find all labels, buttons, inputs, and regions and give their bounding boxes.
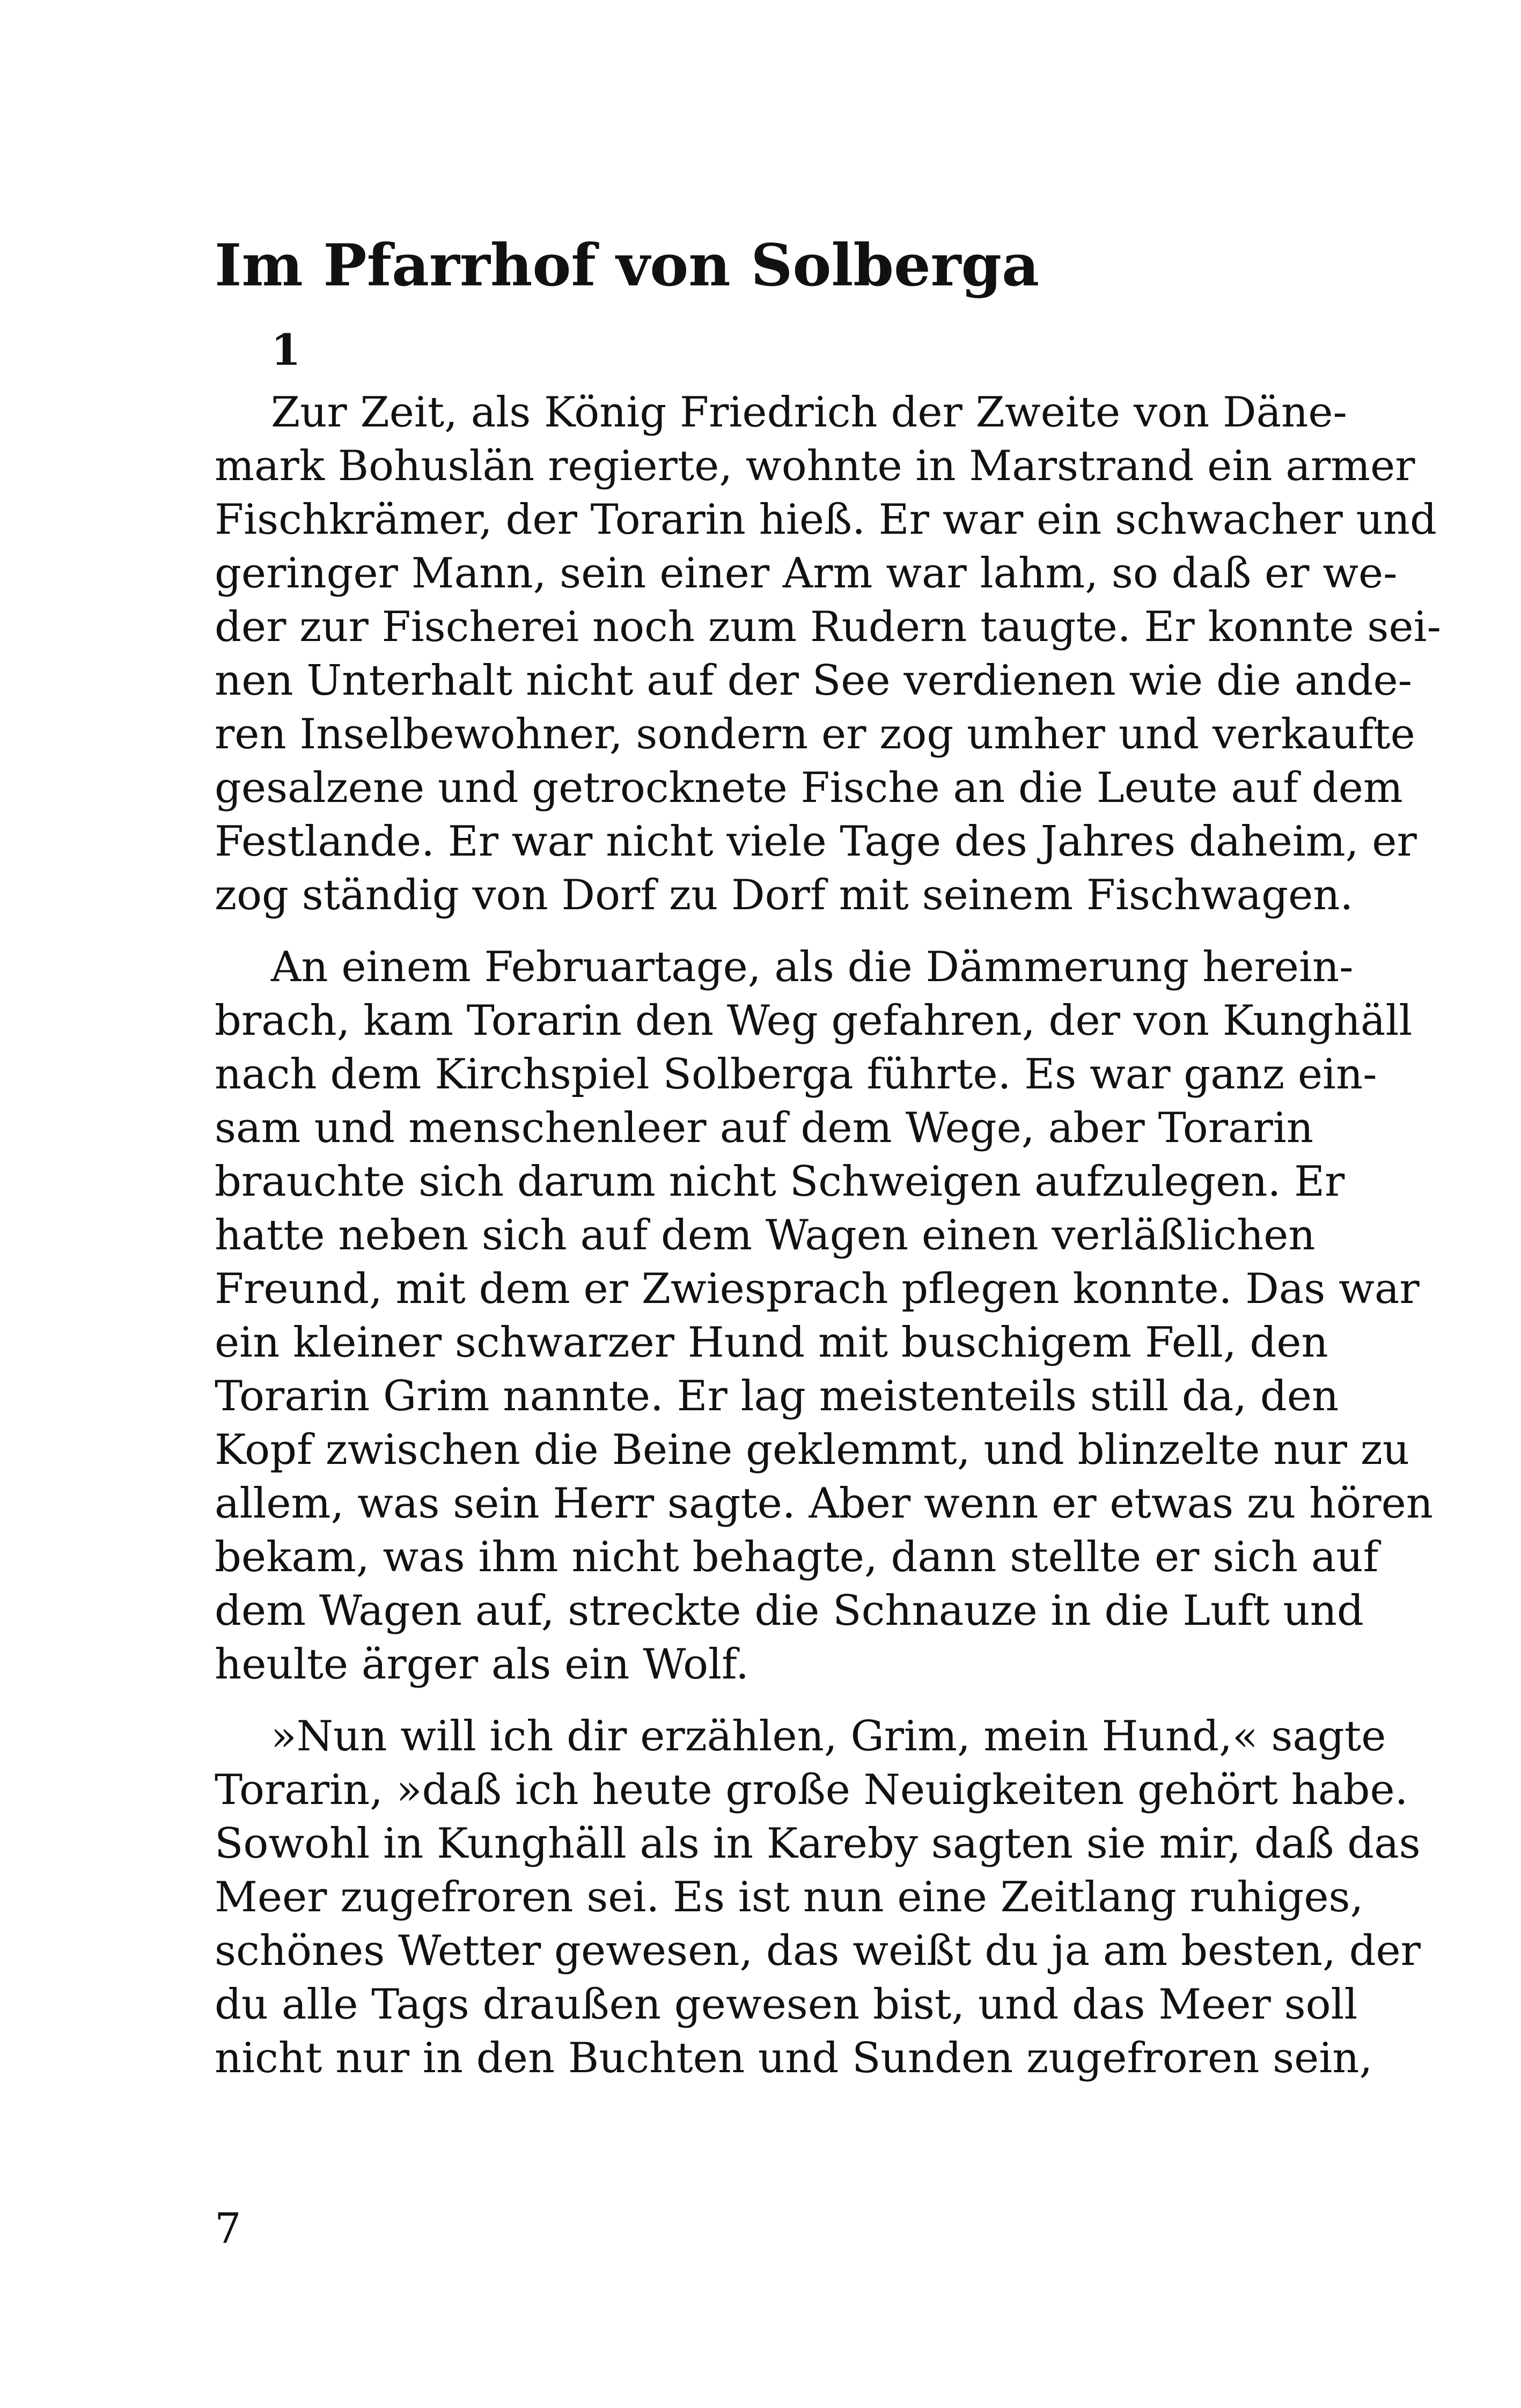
text-line: Sowohl in Kunghäll als in Kareby sagten sie mir, daß das <box>215 1820 1421 1868</box>
text-line: zog ständig von Dorf zu Dorf mit seinem Fischwagen. <box>215 871 1354 919</box>
text-line: Meer zugefroren sei. Es ist nun eine Zeitlang ruhiges, <box>215 1873 1364 1921</box>
text-line: sam und menschenleer auf dem Wege, aber Torarin <box>215 1104 1313 1152</box>
text-line: Zur Zeit, als König Friedrich der Zweite von Däne- <box>271 388 1347 437</box>
text-line: Torarin, »daß ich heute große Neuigkeiten gehört habe. <box>215 1766 1408 1814</box>
page-number: 7 <box>215 2205 241 2253</box>
text-line: Kopf zwischen die Beine geklemmt, und blinzelte nur zu <box>215 1426 1410 1474</box>
text-line: schönes Wetter gewesen, das weißt du ja am besten, der <box>215 1927 1421 1975</box>
text-line: ein kleiner schwarzer Hund mit buschigem Fell, den <box>215 1319 1328 1367</box>
paragraph <box>215 386 1441 922</box>
text-line: ren Inselbewohner, sondern er zog umher und verkaufte <box>215 710 1415 759</box>
text-line: geringer Mann, sein einer Arm war lahm, so daß er we- <box>215 549 1398 598</box>
text-line: du alle Tags draußen gewesen bist, und das Meer soll <box>215 1980 1358 2029</box>
paragraph <box>215 940 1433 1691</box>
text-line: hatte neben sich auf dem Wagen einen verläßlichen <box>215 1211 1316 1260</box>
section-number: 1 <box>271 325 301 375</box>
text-line: heulte ärger als ein Wolf. <box>215 1640 749 1689</box>
text-line: der zur Fischerei noch zum Rudern taugte. Er konnte sei- <box>215 603 1441 651</box>
text-line: mark Bohuslän regierte, wohnte in Marstrand ein armer <box>215 442 1415 490</box>
body-text <box>215 386 1441 2085</box>
text-line: Torarin Grim nannte. Er lag meistenteils still da, den <box>215 1372 1339 1420</box>
text-line: nicht nur in den Buchten und Sunden zugefroren sein, <box>215 2034 1373 2082</box>
chapter-title: Im Pfarrhof von Solberga <box>215 232 1040 299</box>
text-line: Fischkrämer, der Torarin hieß. Er war ein schwacher und <box>215 496 1437 544</box>
text-line: gesalzene und getrocknete Fische an die Leute auf dem <box>215 764 1403 812</box>
text-line: allem, was sein Herr sagte. Aber wenn er etwas zu hören <box>215 1479 1433 1528</box>
text-line: nach dem Kirchspiel Solberga führte. Es war ganz ein- <box>215 1050 1377 1099</box>
text-line: brach, kam Torarin den Weg gefahren, der von Kunghäll <box>215 997 1413 1045</box>
text-line: bekam, was ihm nicht behagte, dann stellte er sich auf <box>215 1533 1379 1581</box>
paragraph <box>215 1710 1421 2085</box>
text-line: An einem Februartage, als die Dämmerung herein- <box>271 943 1354 991</box>
text-line: »Nun will ich dir erzählen, Grim, mein Hund,« sagte <box>271 1712 1386 1761</box>
text-line: Freund, mit dem er Zwiesprach pflegen konnte. Das war <box>215 1265 1420 1313</box>
text-line: Festlande. Er war nicht viele Tage des Jahres daheim, er <box>215 818 1417 866</box>
text-line: dem Wagen auf, streckte die Schnauze in die Luft und <box>215 1587 1364 1635</box>
text-line: nen Unterhalt nicht auf der See verdienen wie die ande- <box>215 657 1413 705</box>
text-line: brauchte sich darum nicht Schweigen aufzulegen. Er <box>215 1158 1345 1206</box>
